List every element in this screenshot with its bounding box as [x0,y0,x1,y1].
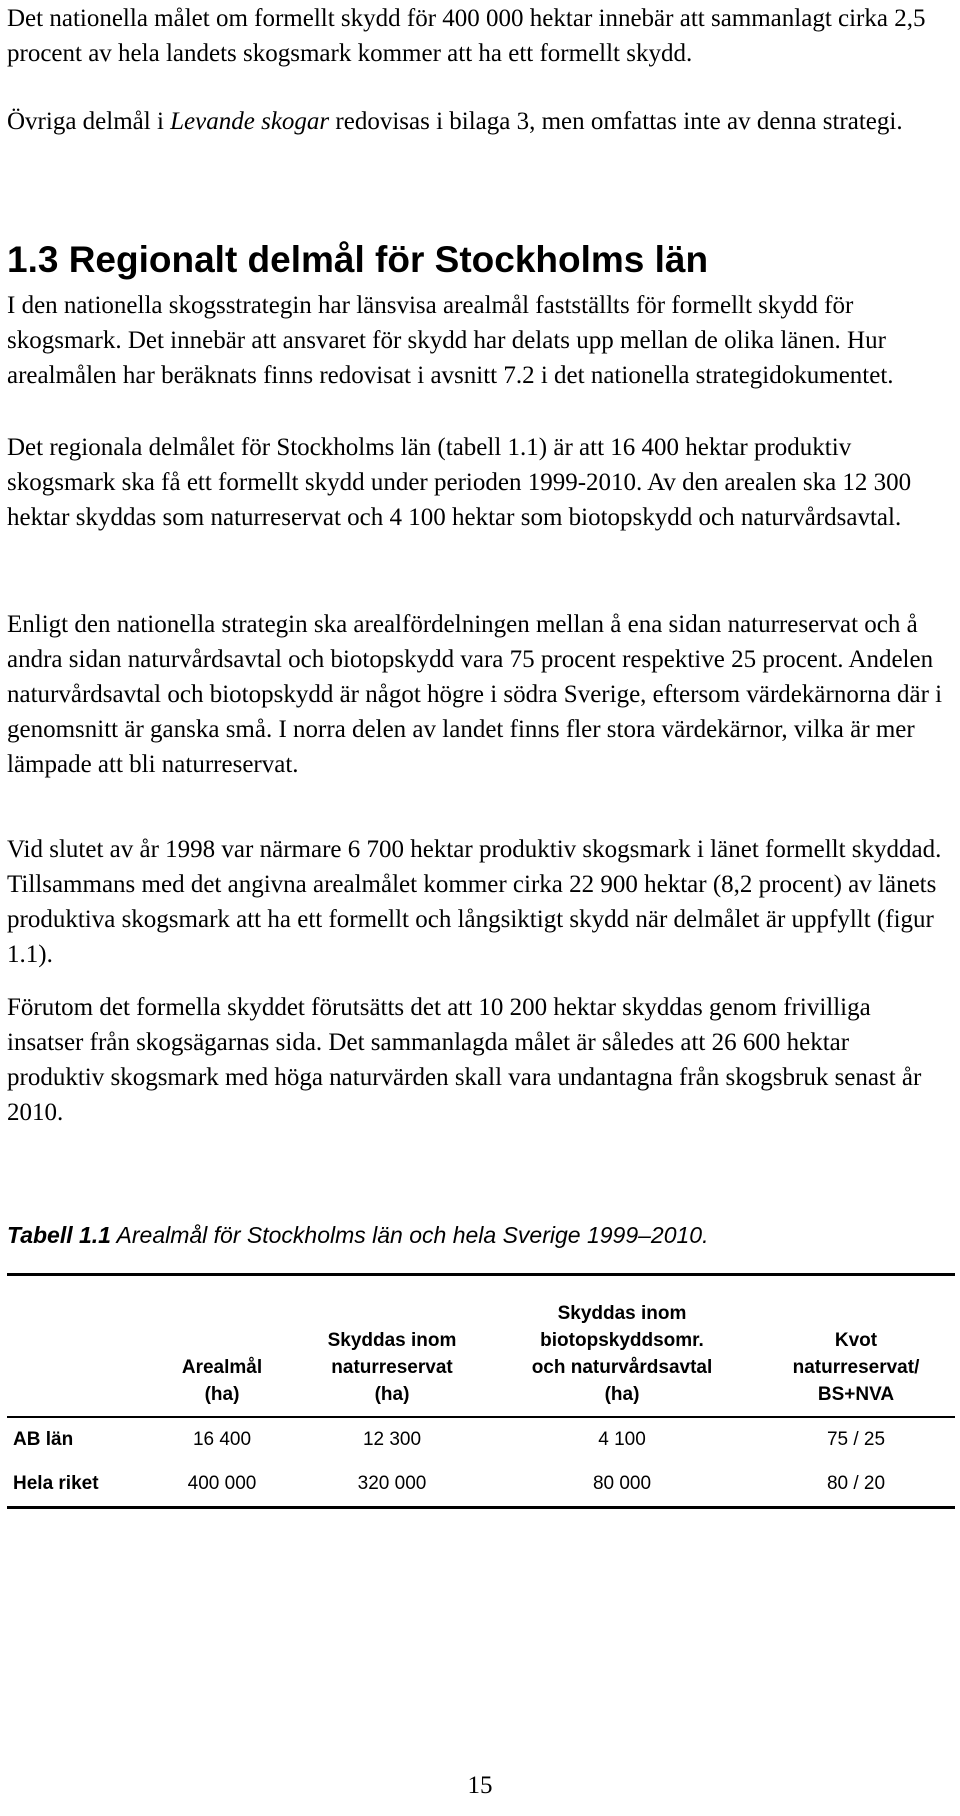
table-row [7,1462,955,1508]
paragraph-other-goals-post: redovisas i bilaga 3, men omfattas inte av denna strategi. [329,108,903,135]
header-naturreservat: Skyddas inom naturreservat (ha) [297,1275,487,1418]
paragraph-national-goal: Det nationella målet om formellt skydd för 400 000 hektar innebär att sammanlagt cirka 2,5 procent av hela landets skogsmark kommer att ha ett formellt skydd. [7,5,926,67]
row-label: Hela riket [13,1473,99,1494]
paragraph-regional-goal: Det regionala delmålet för Stockholms län (tabell 1.1) är att 16 400 hektar produktiv skogsmark ska få ett formellt skydd under perioden 1999-2010. Av den arealen ska 12 300 hektar skyddas som naturreservat och 4 100 hektar som biotopskydd och naturvårdsavtal. [7,434,912,531]
table-row [7,1417,955,1462]
page-number: 15 [467,1772,493,1799]
area-goals-table [7,1273,955,1509]
section-heading: 1.3 Regionalt delmål för Stockholms län [7,239,709,280]
header-arealmal: Arealmål (ha) [147,1275,297,1418]
paragraph-protected-1998: Vid slutet av år 1998 var närmare 6 700 hektar produktiv skogsmark i länet formellt skyddad. Tillsammans med det angivna arealmålet kommer cirka 22 900 hektar (8,2 procent) av länets produktiva skogsmark att ha ett formellt och långsiktigt skydd när delmålet är uppfyllt (figur 1.1). [7,836,942,968]
paragraph-other-goals-pre: Övriga delmål i [7,108,171,135]
paragraph-other-goals [7,104,947,139]
paragraph-voluntary-protection: Förutom det formella skyddet förutsätts det att 10 200 hektar skyddas genom frivilliga insatser från skogsägarnas sida. Det sammanlagda målet är således att 26 600 hektar produktiv skogsmark med höga naturvärden skall vara undantagna från skogsbruk senast år 2010. [7,994,922,1126]
cell-naturreservat: 320 000 [357,1473,427,1494]
table-header-row [7,1275,955,1418]
row-label: AB län [13,1429,74,1450]
paragraph-other-goals-title: Levande skogar [170,108,330,135]
table-caption-text: Arealmål för Stockholms län och hela Sverige 1999–2010. [110,1222,709,1248]
header-biotopskydd: Skyddas inom biotopskyddsomr. och naturvårdsavtal (ha) [487,1275,757,1418]
cell-areal: 16 400 [192,1429,252,1450]
cell-areal: 400 000 [187,1473,257,1494]
cell-kvot: 75 / 25 [826,1429,886,1450]
paragraph-area-distribution: Enligt den nationella strategin ska arealfördelningen mellan å ena sidan naturreservat och å andra sidan naturvårdsavtal och biotopskydd vara 75 procent respektive 25 procent. Andelen naturvårdsavtal och biotopskydd är något högre i södra Sverige, eftersom värdekärnorna där i genomsnitt är ganska små. I norra delen av landet finns fler stora värdekärnor, vilka är mer lämpade att bli naturreservat. [7,611,943,778]
cell-biotopskydd: 4 100 [598,1429,646,1450]
cell-kvot: 80 / 20 [826,1473,886,1494]
paragraph-county-goals: I den nationella skogsstrategin har länsvisa arealmål fastställts för formellt skydd för skogsmark. Det innebär att ansvaret för skydd har delats upp mellan de olika länen. Hur arealmålen har beräknats finns redovisat i avsnitt 7.2 i det nationella strategidokumentet. [7,292,894,389]
cell-naturreservat: 12 300 [362,1429,422,1450]
header-empty [7,1275,147,1418]
table-caption-label: Tabell 1.1 [7,1222,111,1248]
table-caption [7,1222,708,1249]
header-kvot: Kvot naturreservat/ BS+NVA [757,1275,955,1418]
cell-biotopskydd: 80 000 [592,1473,652,1494]
